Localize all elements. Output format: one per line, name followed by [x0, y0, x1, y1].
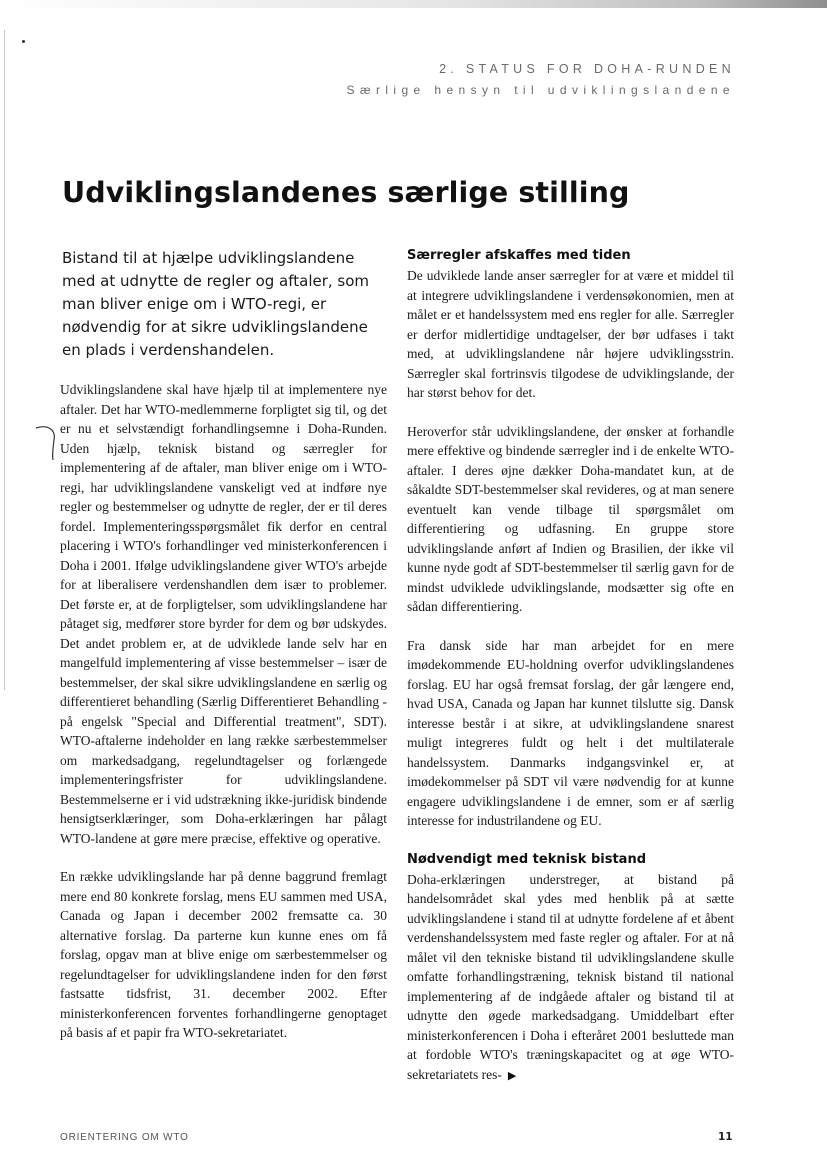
scan-speck	[22, 40, 25, 43]
body-paragraph: Udviklingslandene skal have hjælp til at implementere nye aftaler. Det har WTO-medlemmerne forpligtet sig til, og det er nu et selvstændigt forhandlingsemne i Doha-Runden. Uden hjælp, teknisk bistand og særregler for implementering af de aftaler, man bliver enige om i WTO-regi, har udviklingslandene vanskeligt ved at indføre nye regler og bestemmelser og udnytte de regler, der er til deres fordel. Implementeringsspørgsmålet fik derfor en central placering i WTO's forhandlinger ved ministerkonferencen i Doha i 2001. Ifølge udviklingslandene giver WTO's arbejde for at liberalisere verdenshandlen dem især to problemer. Det første er, at de forpligtelser, som udviklingslandene har påtaget sig, medfører store byrder for dem og bør udskydes. Det andet problem er, at de udviklede lande selv har en mangelfuld implementering af visse bestemmelser – især de bestemmelser, der skal sikre udviklingslandene en særlig og differentieret behandling (Særlig Differentieret Behandling - på engelsk "Special and Differential treatment", SDT). WTO-aftalerne indeholder en lang række særbestemmelser om markedsadgang, regelundtagelser og forlængede implementeringsfrister for udviklingslandene. Bestemmelserne er i vid udstrækning ikke-juridisk bindende hensigtserklæringer, som Doha-erklæringen har pålagt WTO-landene at gøre mere præcise, effektive og operative.	[60, 382, 387, 846]
running-header-section: Særlige hensyn til udviklingslandene	[346, 83, 735, 97]
continue-arrow-icon: ▶	[507, 1069, 517, 1082]
scan-edge-left	[4, 30, 5, 690]
footer-publication: ORIENTERING OM WTO	[60, 1132, 189, 1143]
body-paragraph: Heroverfor står udviklingslandene, der ønsker at forhandle mere effektive og bindende særregler ind i de enkelte WTO-aftaler. I deres øjne dækker Doha-mandatet kun, at de såkaldte SDT-bestemmelser skal revideres, og at man senere eventuelt kan vende tilbage til spørgsmålet om differentiering og udfasning. En gruppe store udviklingslande anført af Indien og Brasilien, der ikke vil kunne nyde godt af SDT-bestemmelser til særlig gavn for de mindst udviklede udviklingslande, modsætter sig ofte en sådan differentiering.	[407, 423, 734, 614]
continued-text: Doha-erklæringen understreger, at bistand på handelsområdet skal ydes med henblik på at sætte udviklingslandene i stand til at udnytte fordelene af et åbent verdenshandelssystem med faste regler og aftaler. For at nå målet vil den tekniske bistand til udviklingslandene skulle omfatte forhandlingstræning, teknisk bistand til national implementering af de indgåede aftaler og bistand til at udnytte den øgede markedsadgang. Umiddelbart efter ministerkonferencen i Doha i efteråret 2001 besluttede man at fordoble WTO's træningskapacitet og at øge WTO-sekretariatets res-	[407, 871, 734, 1082]
lead-paragraph: Bistand til at hjælpe udviklingslandene med at udnytte de regler og aftaler, som man bliver enige om i WTO-regi, er nødvendig for at sikre udviklingslandene en plads i verdenshandelen.	[62, 249, 370, 359]
page-number: 11	[718, 1131, 733, 1143]
scan-edge-top	[0, 0, 827, 8]
right-column	[407, 246, 734, 1105]
body-paragraph: Fra dansk side har man arbejdet for en mere imødekommende EU-holdning overfor udviklingslandenes forslag. EU har også fremsat forslag, der går længere end, hvad USA, Canada og Japan har kunnet tilslutte sig. Dansk interesse består i at sikre, at udviklingslandene snarest muligt integreres fuldt og helt i det multilaterale handelssystem. Danmarks indgangsvinkel er, at imødekommelser på SDT vil være nødvendig for at kunne engagere udviklingslandene i de emner, som er af særlig interesse for industrilandene og EU.	[407, 637, 734, 828]
body-paragraph: En række udviklingslande har på denne baggrund fremlagt mere end 80 konkrete forslag, mens EU sammen med USA, Canada og Japan i december 2002 fremsatte ca. 30 alternative forslag. Da parterne kun kunne enes om få forslag, opgav man at blive enige om særbestemmelser og regelundtagelser for udviklingslandene inden for den først fastsatte tidsfrist, 31. december 2002. Efter ministerkonferencen forventes forhandlingerne genoptaget på basis af et papir fra WTO-sekretariatet.	[60, 869, 387, 1040]
left-column	[60, 380, 387, 1062]
page-title: Udviklingslandenes særlige stilling	[62, 176, 630, 209]
body-paragraph: De udviklede lande anser særregler for at være et middel til at integrere udviklingslandene i verdensøkonomien, men at målet er et handelssystem med ens regler for alle. Særregler er derfor midlertidige undtagelser, der bør udfases i takt med, at udviklingslandene når højere udviklingsstrin. Særregler skal fortrinsvis tilgodese de udviklingslande, der har størst behov for det.	[407, 268, 734, 400]
subheading-teknisk-bistand: Nødvendigt med teknisk bistand	[407, 851, 647, 867]
subheading-saerregler: Særregler afskaffes med tiden	[407, 248, 631, 263]
body-paragraph-continued	[407, 870, 734, 1087]
running-header-chapter: 2. STATUS FOR DOHA-RUNDEN	[439, 62, 735, 76]
